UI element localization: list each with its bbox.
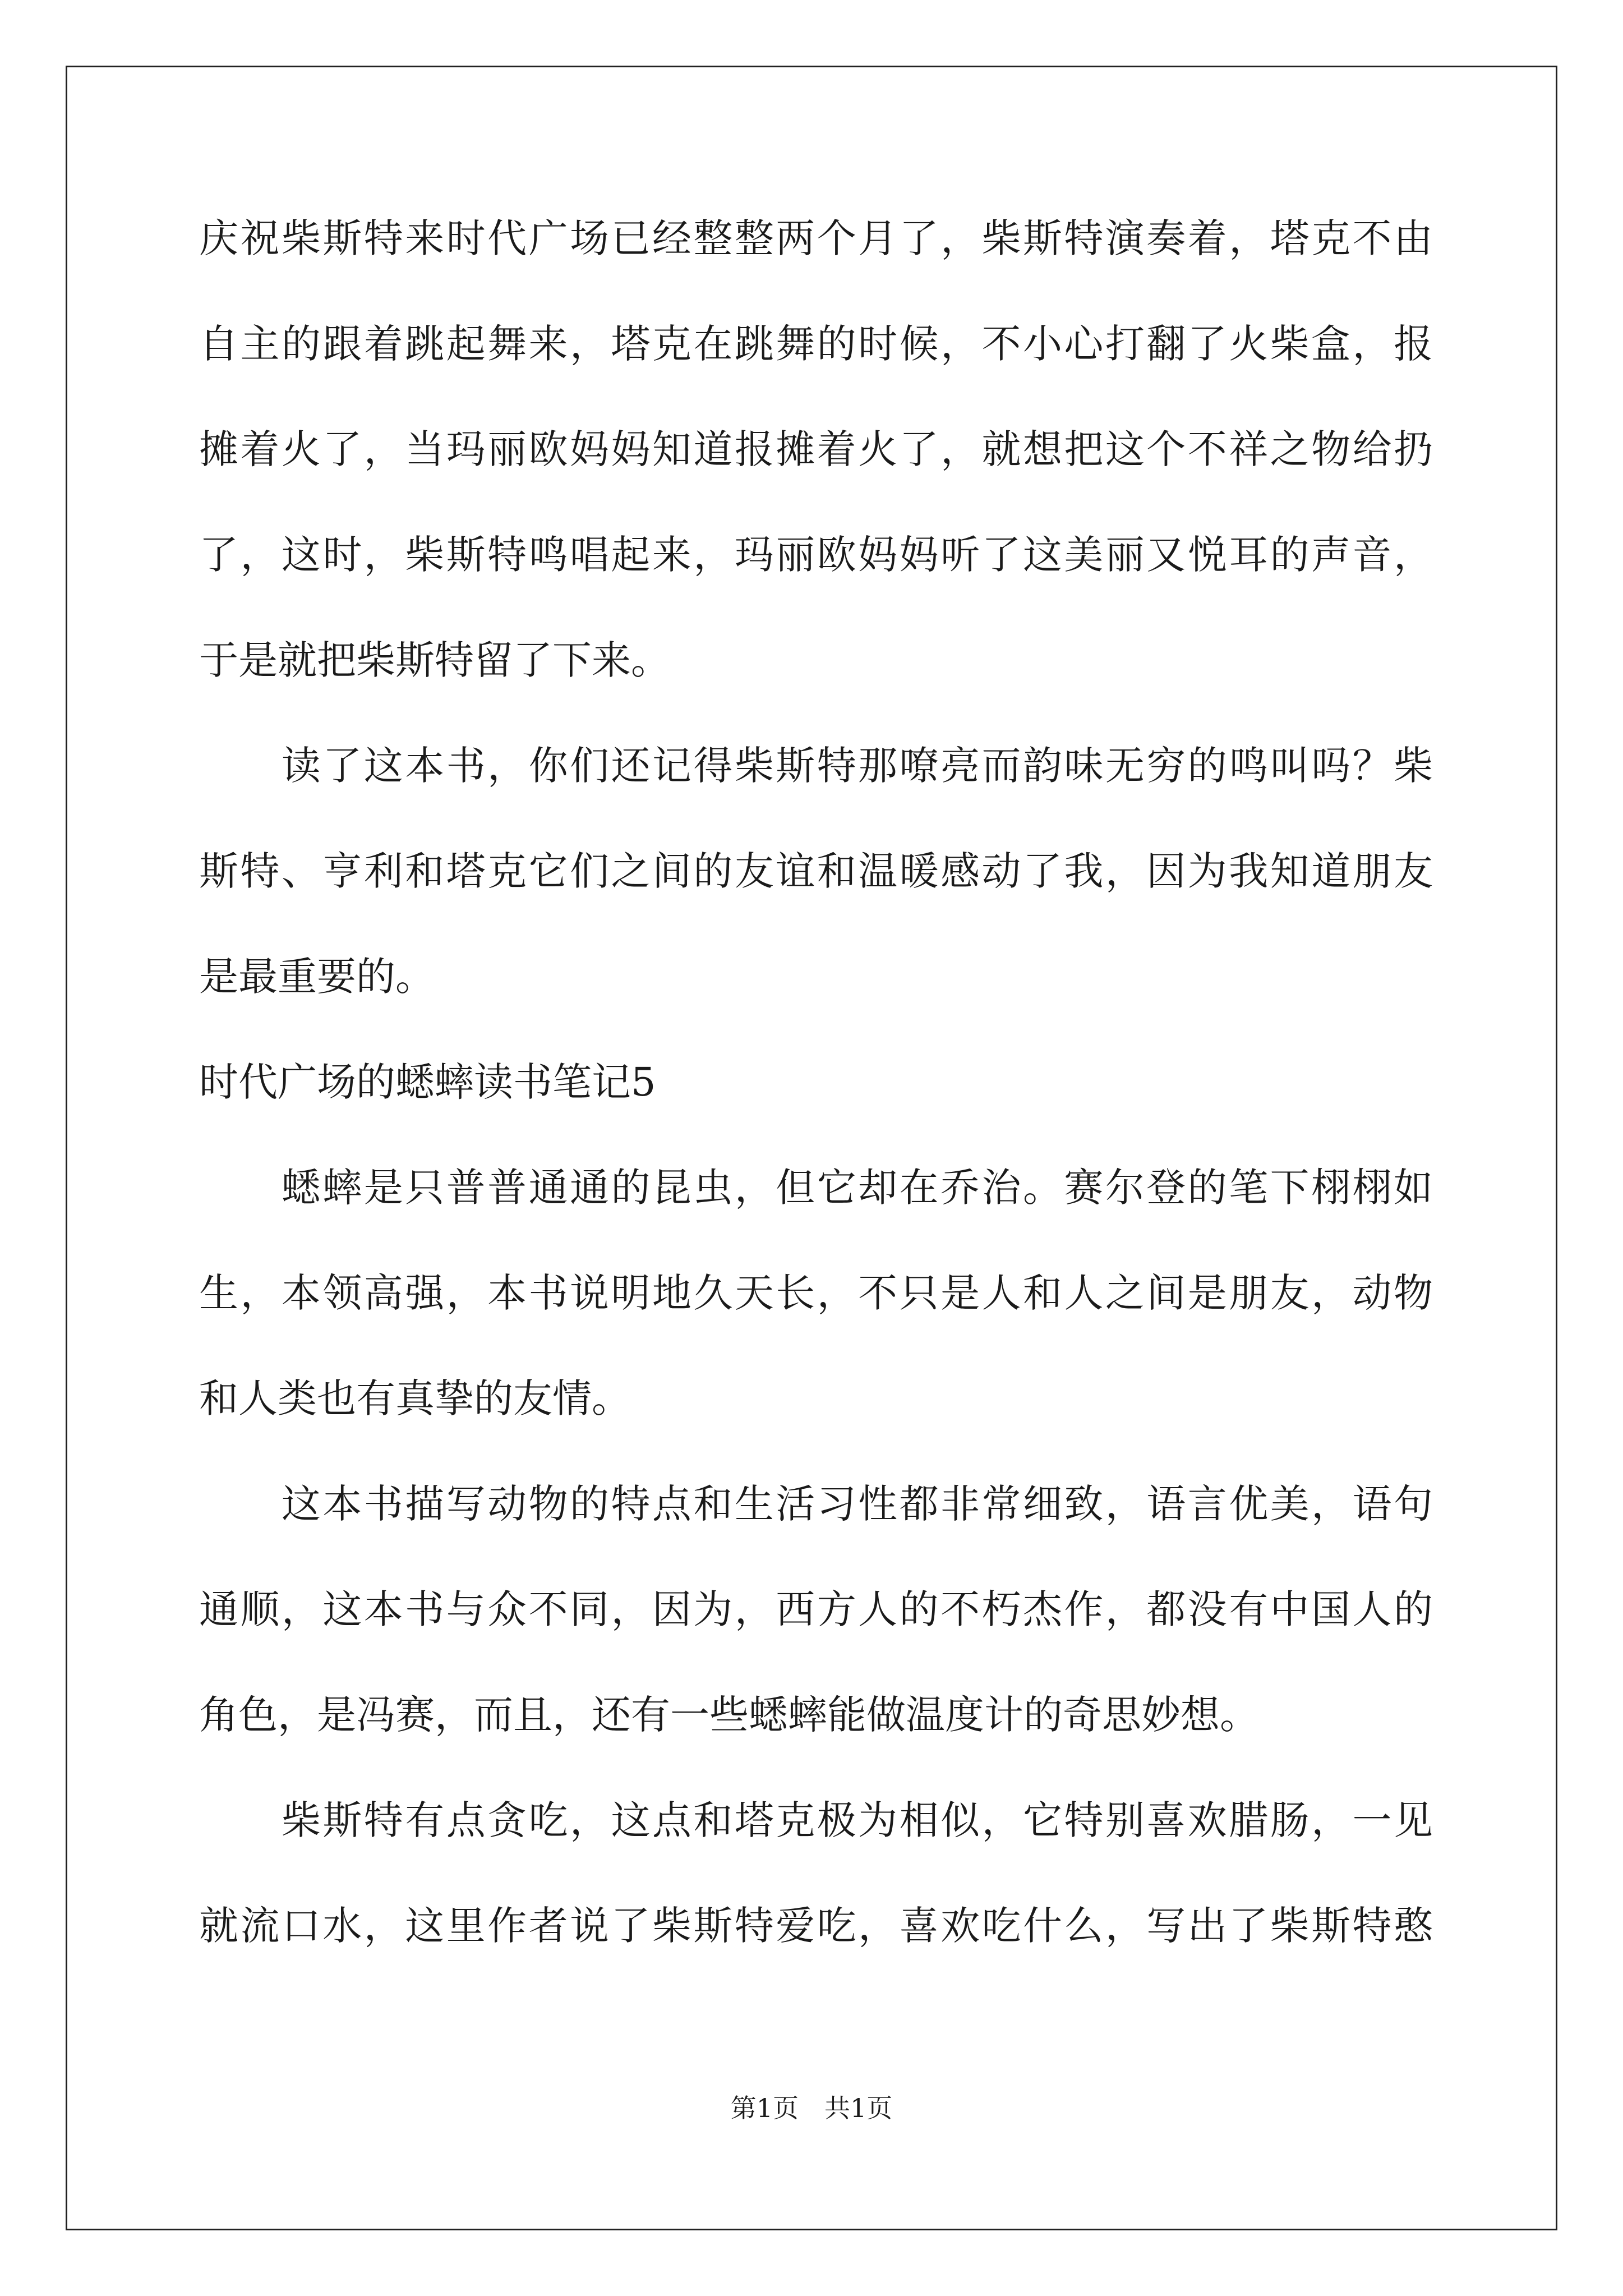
text-line: 摊着火了，当玛丽欧妈妈知道报摊着火了，就想把这个不祥之物给扔 [199,426,1433,472]
text-line: 自主的跟着跳起舞来，塔克在跳舞的时候，不小心打翻了火柴盒，报 [199,321,1433,367]
text-line: 斯特、亨利和塔克它们之间的友谊和温暖感动了我，因为我知道朋友 [199,848,1433,894]
text-line: 角色，是冯赛，而且，还有一些蟋蟀能做温度计的奇思妙想。 [199,1692,1259,1738]
text-line: 了，这时，柴斯特鸣唱起来，玛丽欧妈妈听了这美丽又悦耳的声音， [199,532,1433,578]
text-line: 蟋蟀是只普普通通的昆虫，但它却在乔治。赛尔登的笔下栩栩如 [199,1165,1433,1211]
text-line: 是最重要的。 [199,954,435,1000]
text-line: 生，本领高强，本书说明地久天长，不只是人和人之间是朋友，动物 [199,1270,1433,1316]
page-number: 第1页 共1页 [730,2093,893,2123]
text-line: 和人类也有真挚的友情。 [199,1375,631,1421]
text-line: 于是就把柴斯特留了下来。 [199,637,670,683]
section-heading: 时代广场的蟋蟀读书笔记5 [199,1059,656,1105]
text-line: 通顺，这本书与众不同，因为，西方人的不朽杰作，都没有中国人的 [199,1586,1433,1632]
text-line: 庆祝柴斯特来时代广场已经整整两个月了，柴斯特演奏着，塔克不由 [199,215,1433,261]
page-footer [0,2091,1623,2125]
text-line: 这本书描写动物的特点和生活习性都非常细致，语言优美，语句 [199,1481,1433,1527]
text-line: 读了这本书，你们还记得柴斯特那嘹亮而韵味无穷的鸣叫吗？柴 [199,743,1433,789]
text-line: 就流口水，这里作者说了柴斯特爱吃，喜欢吃什么，写出了柴斯特憨 [199,1903,1433,1949]
text-line: 柴斯特有点贪吃，这点和塔克极为相似，它特别喜欢腊肠，一见 [199,1797,1433,1843]
